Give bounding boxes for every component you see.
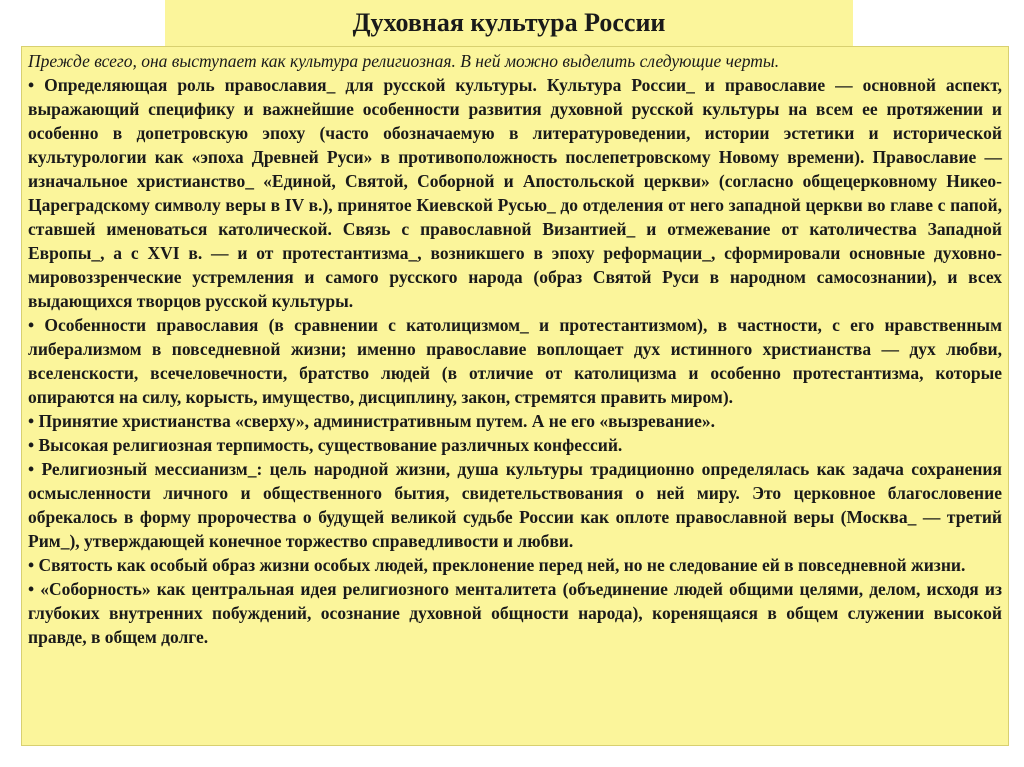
paragraph-holiness: • Святость как особый образ жизни особых людей, преклонение перед ней, но не следование ей в повседневной жизни. <box>28 555 966 575</box>
paragraph-sobornost: • «Соборность» как центральная идея религиозного менталитета (объединение людей общими целями, делом, исходя из глубоких внутренних побуждений, осознание духовной общности народа), коренящаяся в общем служении высокой правде, в общем долге. <box>28 579 1002 647</box>
intro-text: Прежде всего, она выступает как культура религиозная. В ней можно выделить следующие черты. <box>28 51 780 71</box>
content-panel <box>21 46 1009 746</box>
paragraph-orthodoxy-features: • Особенности православия (в сравнении с католицизмом_ и протестантизмом), в частности, с его нравственным либерализмом в повседневной жизни; именно православие воплощает дух истинного христианства — дух любви, вселенскости, всечеловечности, братство людей (в отличие от католицизма и особенно протестантизма, которые опираются на силу, корысть, имущество, дисциплину, закон, стремятся править миром). <box>28 315 1002 407</box>
paragraph-messianism: • Религиозный мессианизм_: цель народной жизни, душа культуры традиционно определялась как задача сохранения осмысленности личного и общественного бытия, свидетельствования о ней миру. Это церковное благословение обрекалось в форму пророчества о будущей великой судьбе России как оплоте православной веры (Москва_ — третий Рим_), утверждающей конечное торжество справедливости и любви. <box>28 459 1002 551</box>
title-banner <box>165 0 853 46</box>
paragraph-religious-tolerance: • Высокая религиозная терпимость, существование различных конфессий. <box>28 435 623 455</box>
page-title: Духовная культура России <box>352 8 666 37</box>
paragraph-orthodoxy-role: • Определяющая роль православия_ для русской культуры. Культура России_ и православие — основной аспект, выражающий специфику и важнейшие особенности развития духовной русской культуры на всем ее протяжении и особенно в допетровскую эпоху (часто обозначаемую в литературоведении, истории эстетики и исторической культурологии как «эпоха Древней Руси» в противоположность послепетровскому Новому времени). Православие — изначальное христианство_ «Единой, Святой, Соборной и Апостольской церкви» (согласно общецерковному Никео-Цареградскому символу веры в IV в.), принятое Киевской Русью_ до отделения от него западной церкви во главе с папой, ставшей именоваться католической. Связь с православной Византией_ и отмежевание от католичества Западной Европы_, а с XVI в. — и от протестантизма_, возникшего в эпоху реформации_, сформировали основные духовно-мировоззренческие устремления и самого русского народа (образ Святой Руси в народном самосознании), и всех выдающихся творцов русской культуры. <box>28 75 1002 311</box>
paragraph-adoption-from-above: • Принятие христианства «сверху», административным путем. А не его «вызревание». <box>28 411 716 431</box>
